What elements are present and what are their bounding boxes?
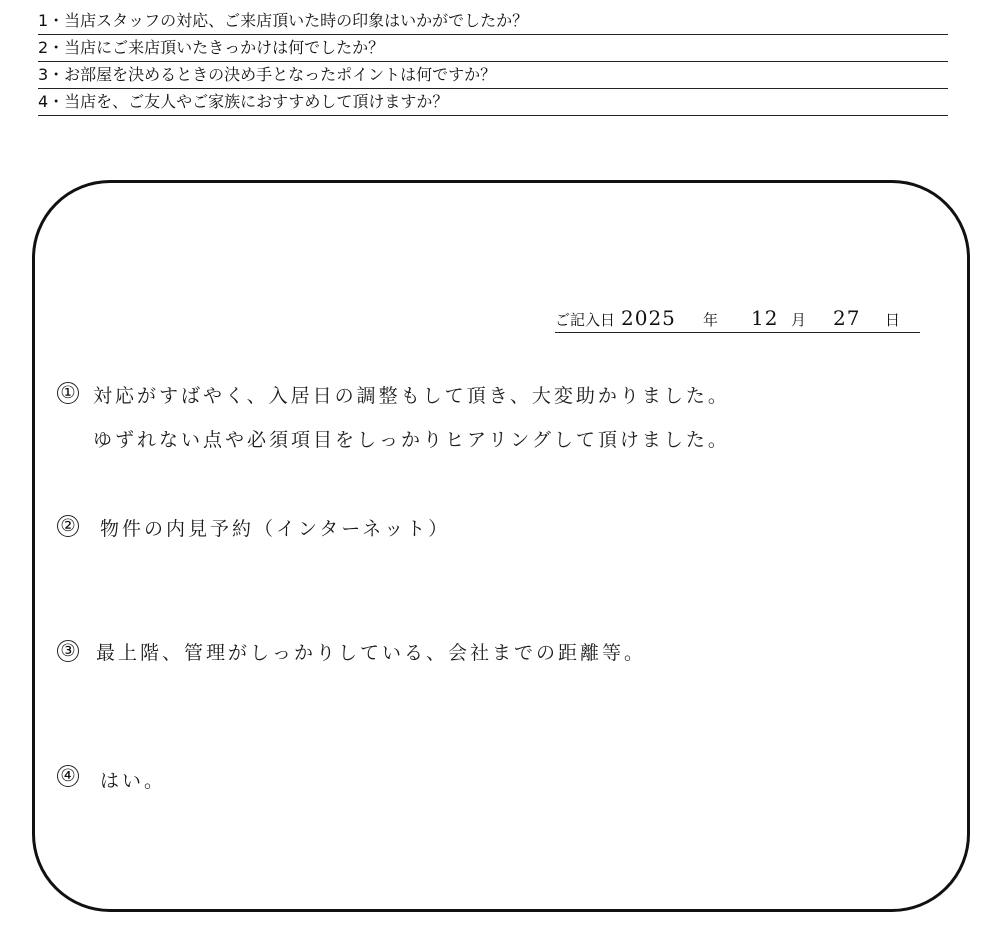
date-day-unit: 日	[885, 311, 901, 329]
answer-1-line-2: ゆずれない点や必須項目をしっかりヒアリングして頂けました。	[93, 429, 730, 451]
answer-4-line-1: はい。	[100, 770, 167, 792]
date-month-unit: 月	[791, 311, 807, 329]
answer-2-line-1: 物件の内見予約（インターネット）	[100, 518, 451, 540]
answer-2-marker: ②	[57, 515, 79, 537]
question-2: 2・当店にご来店頂いたきっかけは何でしたか？	[38, 35, 948, 62]
date-label: ご記入日	[555, 311, 616, 329]
answer-1-marker: ①	[57, 382, 79, 404]
answer-1-line-1: 対応がすばやく、入居日の調整もして頂き、大変助かりました。	[93, 385, 730, 407]
question-3: 3・お部屋を決めるときの決め手となったポイントは何ですか？	[38, 62, 948, 89]
answer-box	[32, 180, 970, 912]
date-field	[555, 306, 920, 333]
question-1: 1・当店スタッフの対応、ご来店頂いた時の印象はいかがでしたか？	[38, 8, 948, 35]
date-month: 12	[751, 306, 779, 330]
question-4: 4・当店を、ご友人やご家族におすすめして頂けますか？	[38, 89, 948, 116]
date-day: 27	[833, 306, 861, 330]
answer-4-marker: ④	[57, 765, 79, 787]
date-year-unit: 年	[703, 311, 719, 329]
question-list	[38, 8, 948, 116]
date-year: 2025	[621, 306, 676, 330]
answer-3-marker: ③	[57, 640, 79, 662]
answer-3-line-1: 最上階、管理がしっかりしている、会社までの距離等。	[96, 642, 647, 664]
